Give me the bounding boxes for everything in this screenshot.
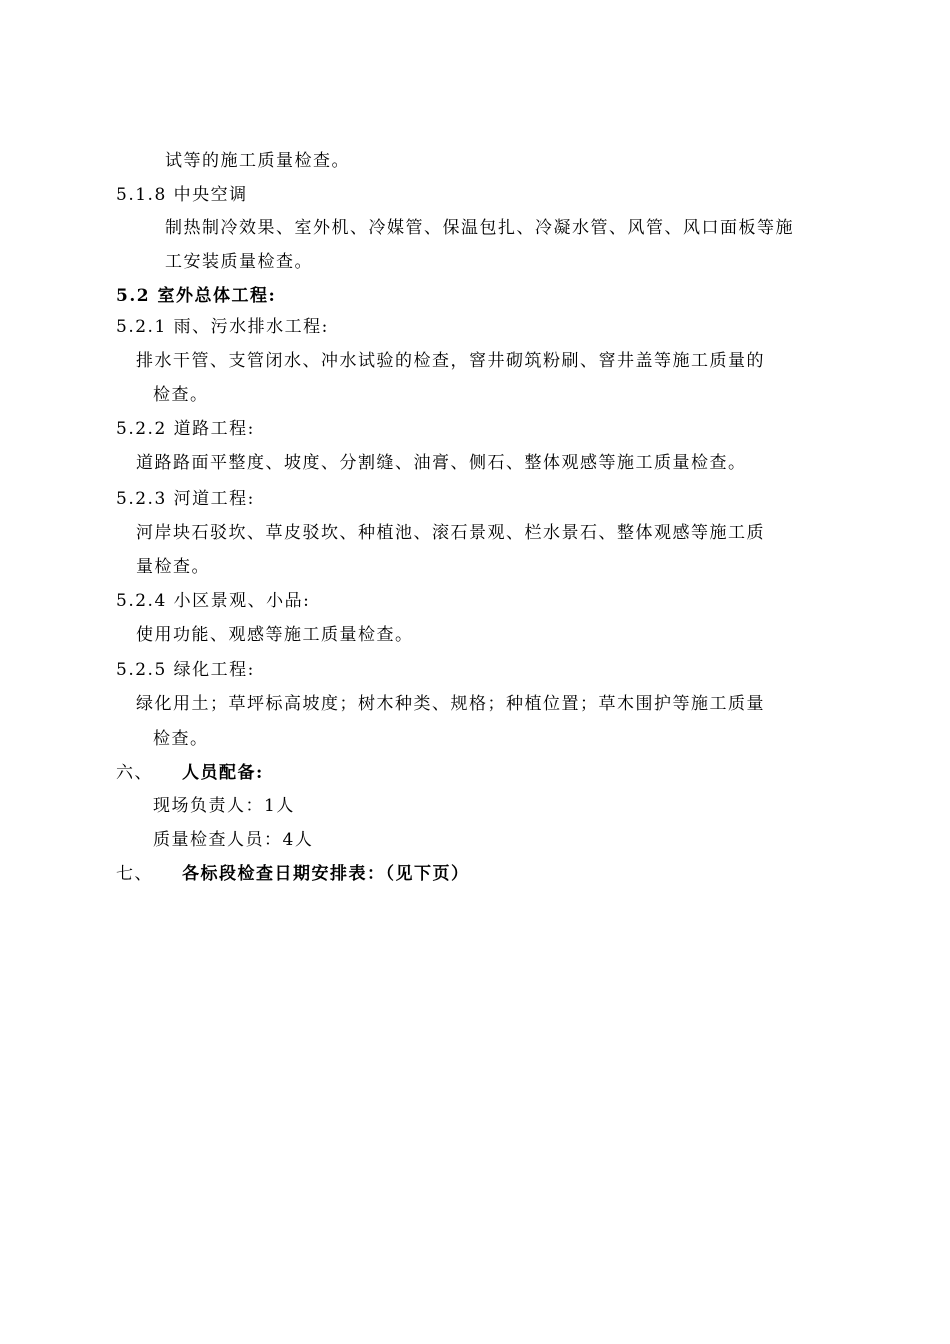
text-line: 排水干管、支管闭水、冲水试验的检查，窨井砌筑粉刷、窨井盖等施工质量的 [136,351,765,371]
text-line: 现场负责人：1人 [153,796,295,816]
text-line: 量检查。 [136,557,210,577]
section-heading-5-1-8: 5.1.8 中央空调 [116,185,248,205]
text-line: 河岸块石驳坎、草皮驳坎、种植池、滚石景观、栏水景石、整体观感等施工质 [136,523,765,543]
text-line: 制热制冷效果、室外机、冷媒管、保温包扎、冷凝水管、风管、风口面板等施 [165,218,794,238]
chapter-title-7: 各标段检查日期安排表：（见下页） [182,864,470,884]
section-heading-5-2-3: 5.2.3 河道工程: [116,489,255,509]
text-line: 工安装质量检查。 [165,252,313,272]
section-heading-5-2: 5.2 室外总体工程: [116,286,277,306]
section-heading-5-2-5: 5.2.5 绿化工程: [116,660,255,680]
chapter-number-7: 七、 [116,864,153,884]
text-line: 试等的施工质量检查。 [165,151,350,171]
text-line: 质量检查人员：4人 [153,830,314,850]
text-line: 道路路面平整度、坡度、分割缝、油膏、侧石、整体观感等施工质量检查。 [136,453,747,473]
section-heading-5-2-2: 5.2.2 道路工程: [116,419,255,439]
section-heading-5-2-4: 5.2.4 小区景观、小品: [116,591,311,611]
section-heading-5-2-1: 5.2.1 雨、污水排水工程: [116,317,329,337]
chapter-title-6: 人员配备: [182,763,264,783]
text-line: 检查。 [153,385,209,405]
text-line: 使用功能、观感等施工质量检查。 [136,625,414,645]
chapter-number-6: 六、 [116,763,153,783]
text-line: 检查。 [153,729,209,749]
text-line: 绿化用土；草坪标高坡度；树木种类、规格；种植位置；草木围护等施工质量 [136,694,765,714]
